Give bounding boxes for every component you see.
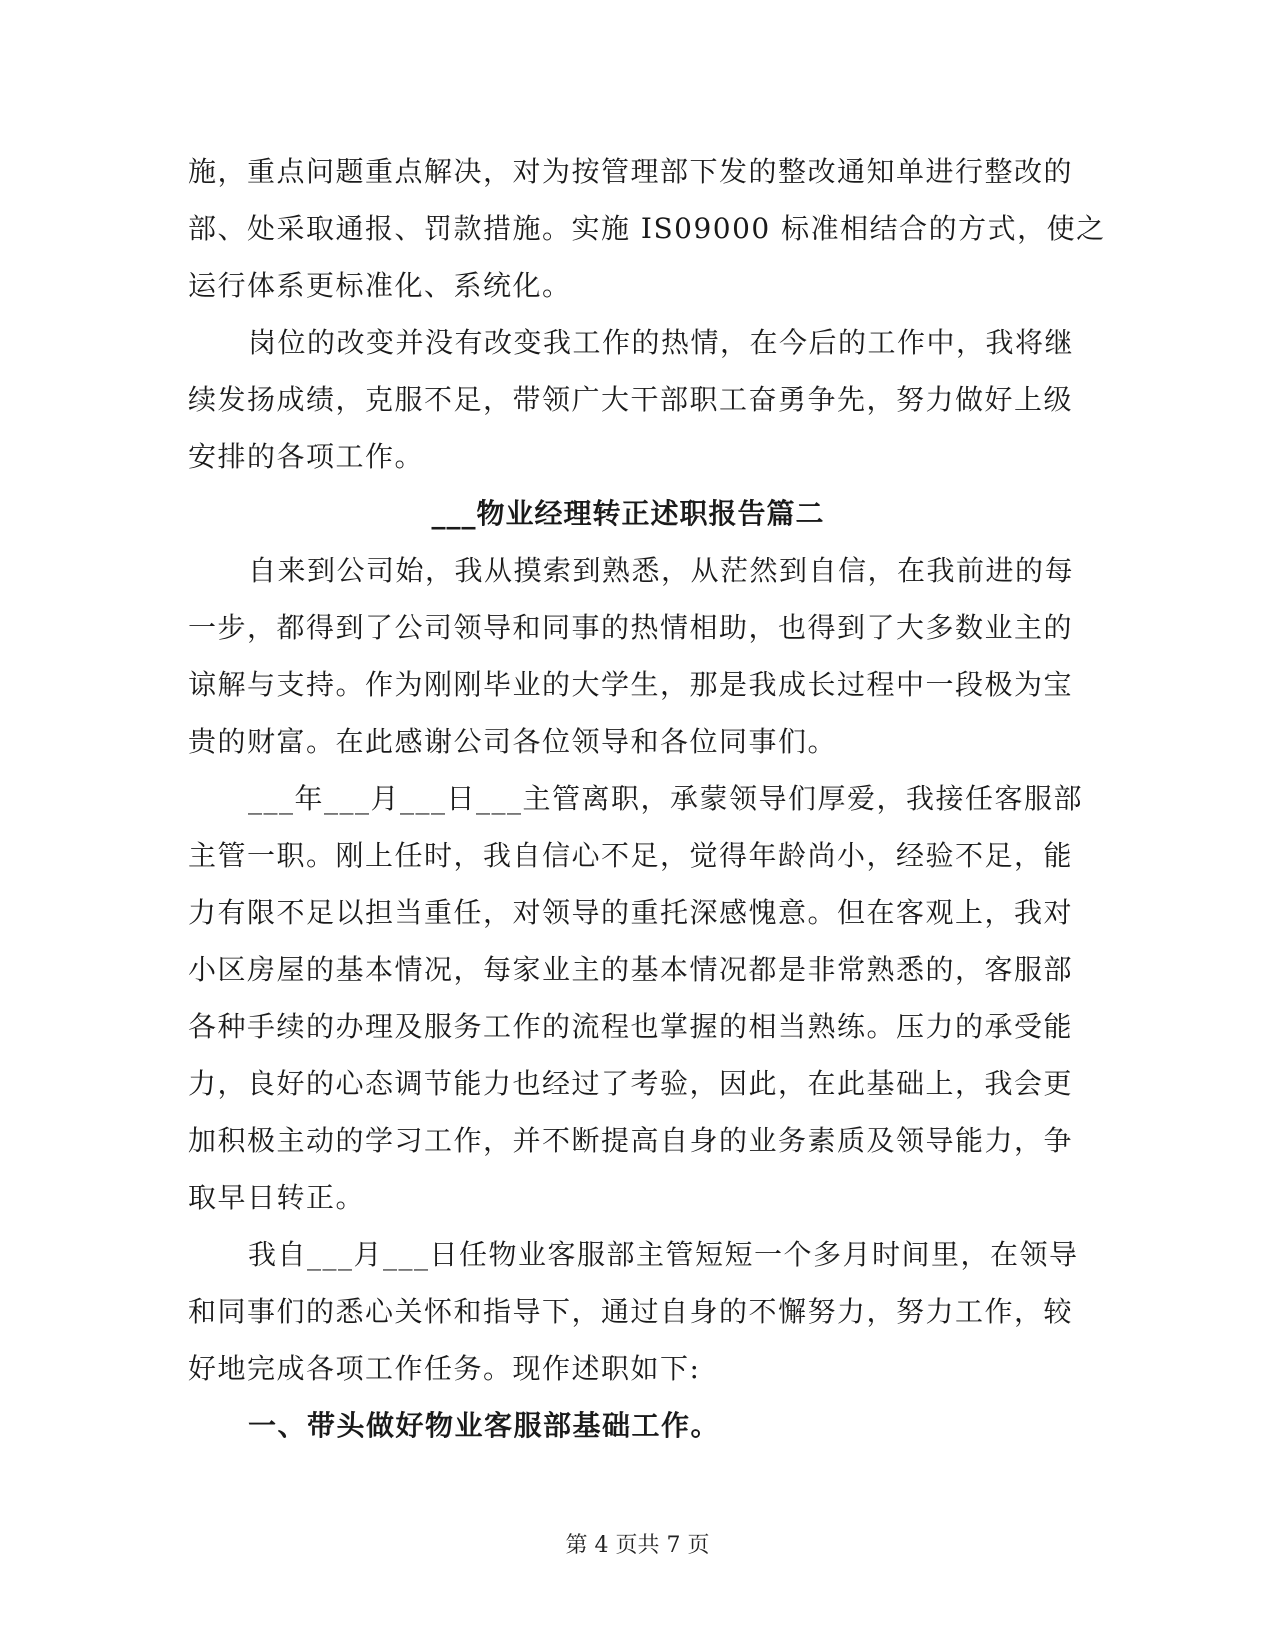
text-line: 自来到公司始，我从摸索到熟悉，从茫然到自信，在我前进的每 [248,554,1075,587]
text-line: 我自___月___日任物业客服部主管短短一个多月时间里，在领导 [248,1238,1079,1271]
text-line: 续发扬成绩，克服不足，带领广大干部职工奋勇争先，努力做好上级 [188,383,1074,416]
text-line: 力有限不足以担当重任，对领导的重托深感愧意。但在客观上，我对 [188,896,1074,929]
text-line: 加积极主动的学习工作，并不断提高自身的业务素质及领导能力，争 [188,1124,1074,1157]
paragraph-2 [188,314,1075,485]
text-line: 小区房屋的基本情况，每家业主的基本情况都是非常熟悉的，客服部 [188,953,1074,986]
text-line: ___年___月___日___主管离职，承蒙领导们厚爱，我接任客服部 [248,782,1084,815]
text-line: 安排的各项工作。 [188,440,425,473]
text-line: 贵的财富。在此感谢公司各位领导和各位同事们。 [188,725,838,758]
text-line: 部、处采取通报、罚款措施。实施 IS09000 标准相结合的方式，使之 [188,212,1106,245]
text-line: 和同事们的悉心关怀和指导下，通过自身的不懈努力，努力工作，较 [188,1295,1074,1328]
paragraph-3 [188,542,1075,770]
section-heading: ___物业经理转正述职报告篇二 [431,497,825,530]
text-line: 各种手续的办理及服务工作的流程也掌握的相当熟练。压力的承受能 [188,1010,1074,1043]
text-line: 运行体系更标准化、系统化。 [188,269,572,302]
paragraph-4 [188,770,1084,1226]
paragraph-1 [188,143,1106,314]
text-line: 好地完成各项工作任务。现作述职如下: [188,1352,701,1385]
subsection-heading: 一、带头做好物业客服部基础工作。 [248,1409,721,1442]
text-line: 力，良好的心态调节能力也经过了考验，因此，在此基础上，我会更 [188,1067,1074,1100]
text-line: 施，重点问题重点解决，对为按管理部下发的整改通知单进行整改的 [188,155,1074,188]
text-line: 岗位的改变并没有改变我工作的热情，在今后的工作中，我将继 [248,326,1075,359]
text-line: 谅解与支持。作为刚刚毕业的大学生，那是我成长过程中一段极为宝 [188,668,1074,701]
text-line: 取早日转正。 [188,1181,366,1214]
text-line: 一步，都得到了公司领导和同事的热情相助，也得到了大多数业主的 [188,611,1074,644]
paragraph-5 [188,1226,1079,1397]
document-body [188,143,1106,1454]
text-line: 主管一职。刚上任时，我自信心不足，觉得年龄尚小，经验不足，能 [188,839,1074,872]
page-number-footer: 第 4 页共 7 页 [565,1533,710,1558]
